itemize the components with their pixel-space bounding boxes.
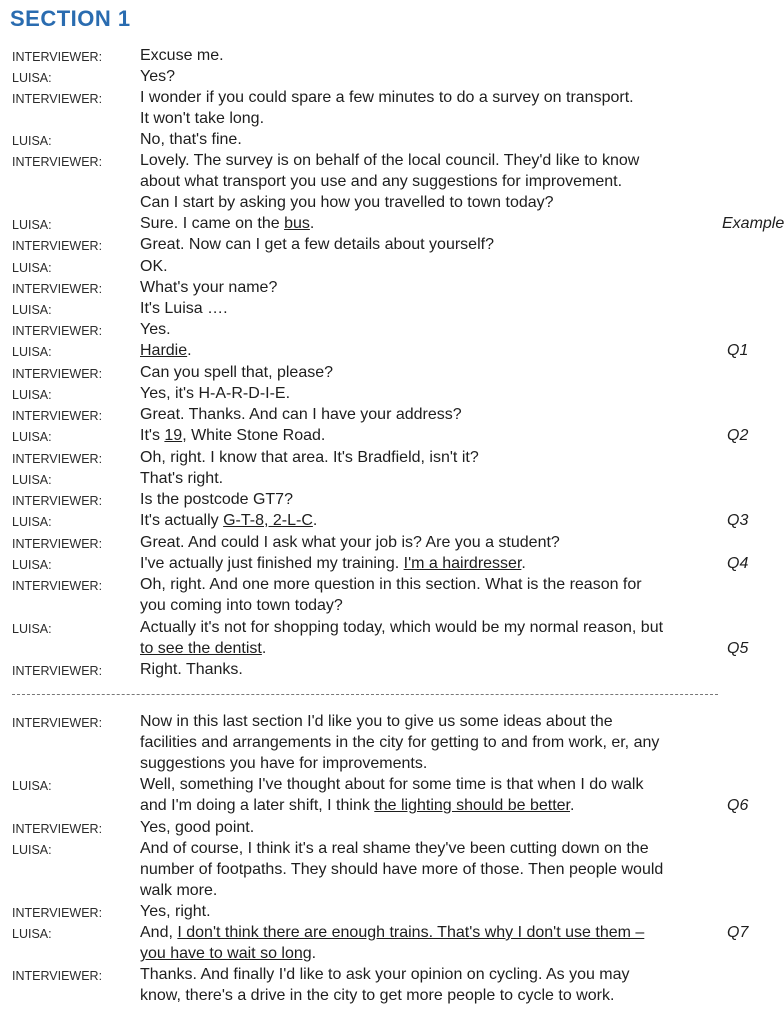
speaker-label: LUISA: — [12, 430, 52, 444]
text-segment: Actually it's not for shopping today, which would be my normal reason, but — [140, 619, 664, 636]
text-segment: It's — [140, 427, 165, 444]
dialogue-text — [140, 755, 427, 773]
section-divider — [12, 694, 718, 695]
text-segment: and I'm doing a later shift, I think — [140, 797, 375, 814]
speaker-label: INTERVIEWER: — [12, 969, 103, 983]
text-segment: And, — [140, 924, 178, 941]
text-segment: No, that's fine. — [140, 131, 242, 148]
transcript-line — [0, 215, 784, 236]
transcript-line — [0, 619, 772, 640]
dialogue-text — [140, 840, 649, 858]
transcript-line — [0, 555, 772, 576]
dialogue-text — [140, 236, 494, 254]
dialogue-text — [140, 512, 317, 530]
transcript-line — [0, 427, 772, 448]
answer-underlined: I don't think there are enough trains. That's why I don't use them – — [177, 924, 645, 941]
text-segment: And of course, I think it's a real shame they've been cutting down on the — [140, 840, 649, 857]
section-title: SECTION 1 — [10, 6, 131, 31]
text-segment: . — [311, 945, 317, 962]
speaker-label: INTERVIEWER: — [12, 50, 103, 64]
question-marker: Q6 — [727, 797, 749, 814]
answer-underlined: G-T-8, 2-L-C — [223, 512, 313, 529]
transcript-line — [0, 364, 772, 385]
dialogue-text — [140, 987, 614, 1005]
dialogue-text — [140, 619, 663, 637]
text-segment: What's your name? — [140, 279, 278, 296]
dialogue-text — [140, 576, 642, 594]
transcript-line — [0, 713, 772, 734]
speaker-label: INTERVIEWER: — [12, 409, 103, 423]
speaker-label: LUISA: — [12, 927, 52, 941]
dialogue-text — [140, 89, 634, 107]
speaker-label: INTERVIEWER: — [12, 282, 103, 296]
question-marker: Q3 — [727, 512, 749, 529]
transcript-line — [0, 258, 772, 279]
text-segment: . — [261, 640, 267, 657]
text-segment: Right. Thanks. — [140, 661, 243, 678]
text-segment: Now in this last section I'd like you to give us some ideas about the — [140, 713, 613, 730]
speaker-label: LUISA: — [12, 515, 52, 529]
dialogue-text — [140, 342, 192, 360]
transcript-line — [0, 987, 772, 1008]
speaker-label: LUISA: — [12, 134, 52, 148]
speaker-label: LUISA: — [12, 345, 52, 359]
dialogue-text — [140, 945, 316, 963]
dialogue-text — [140, 534, 560, 552]
dialogue-text — [140, 110, 264, 128]
transcript-line — [0, 152, 772, 173]
transcript-line — [0, 966, 772, 987]
speaker-label: INTERVIEWER: — [12, 92, 103, 106]
dialogue-text — [140, 68, 175, 86]
text-segment: Yes? — [140, 68, 175, 85]
dialogue-text — [140, 661, 243, 679]
text-segment: Yes, right. — [140, 903, 211, 920]
transcript-line — [0, 491, 772, 512]
text-segment: Is the postcode GT7? — [140, 491, 293, 508]
text-segment: I wonder if you could spare a few minutes to do a survey on transport. — [140, 89, 634, 106]
dialogue-text — [140, 279, 277, 297]
transcript-line — [0, 279, 772, 300]
dialogue-text — [140, 364, 333, 382]
transcript-line — [0, 597, 772, 618]
transcript-line — [0, 300, 772, 321]
dialogue-text — [140, 903, 211, 921]
text-segment: Great. Thanks. And can I have your address? — [140, 406, 462, 423]
dialogue-text — [140, 776, 643, 794]
speaker-label: LUISA: — [12, 558, 52, 572]
transcript-line — [0, 797, 772, 818]
answer-underlined: bus — [284, 215, 310, 232]
dialogue-text — [140, 882, 217, 900]
transcript-line — [0, 819, 772, 840]
speaker-label: INTERVIEWER: — [12, 239, 103, 253]
text-segment: It's Luisa …. — [140, 300, 228, 317]
text-segment: Oh, right. And one more question in this section. What is the reason for — [140, 576, 642, 593]
speaker-label: INTERVIEWER: — [12, 155, 103, 169]
dialogue-text — [140, 406, 462, 424]
question-marker: Q4 — [727, 555, 749, 572]
transcript-line — [0, 47, 772, 68]
text-segment: number of footpaths. They should have more of those. Then people would — [140, 861, 664, 878]
transcript-line — [0, 110, 772, 131]
text-segment: Sure. I came on the — [140, 215, 285, 232]
speaker-label: LUISA: — [12, 303, 52, 317]
answer-underlined: to see the dentist — [140, 640, 262, 657]
speaker-label: LUISA: — [12, 622, 52, 636]
speaker-label: LUISA: — [12, 843, 52, 857]
text-segment: I've actually just finished my training. — [140, 555, 404, 572]
transcript-line — [0, 236, 772, 257]
transcript-line — [0, 903, 772, 924]
transcript-line — [0, 640, 772, 661]
dialogue-text — [140, 385, 290, 403]
text-segment: Thanks. And finally I'd like to ask your opinion on cycling. As you may — [140, 966, 630, 983]
answer-underlined: 19 — [164, 427, 183, 444]
answer-underlined: the lighting should be better — [374, 797, 570, 814]
transcript-line — [0, 470, 772, 491]
dialogue-text — [140, 491, 293, 509]
transcript-line — [0, 68, 772, 89]
text-segment: Lovely. The survey is on behalf of the local council. They'd like to know — [140, 152, 640, 169]
transcript-line — [0, 534, 772, 555]
text-segment: Yes. — [140, 321, 171, 338]
text-segment: Well, something I've thought about for some time is that when I do walk — [140, 776, 644, 793]
text-segment: Oh, right. I know that area. It's Bradfield, isn't it? — [140, 449, 479, 466]
speaker-label: INTERVIEWER: — [12, 452, 103, 466]
transcript-line — [0, 734, 772, 755]
transcript-line — [0, 661, 772, 682]
speaker-label: LUISA: — [12, 779, 52, 793]
speaker-label: INTERVIEWER: — [12, 664, 103, 678]
speaker-label: INTERVIEWER: — [12, 716, 103, 730]
speaker-label: LUISA: — [12, 218, 52, 232]
speaker-label: LUISA: — [12, 473, 52, 487]
dialogue-text — [140, 215, 314, 233]
transcript-line — [0, 321, 772, 342]
dialogue-text — [140, 734, 659, 752]
speaker-label: INTERVIEWER: — [12, 537, 103, 551]
question-marker: Example — [722, 215, 784, 232]
question-marker: Q1 — [727, 342, 749, 359]
dialogue-text — [140, 131, 242, 149]
dialogue-text — [140, 194, 554, 212]
dialogue-text — [140, 321, 171, 339]
speaker-label: INTERVIEWER: — [12, 822, 103, 836]
speaker-label: INTERVIEWER: — [12, 494, 103, 508]
dialogue-text — [140, 640, 266, 658]
transcript-line — [0, 576, 772, 597]
text-segment: , White Stone Road. — [182, 427, 326, 444]
dialogue-text — [140, 47, 224, 65]
text-segment: . — [187, 342, 192, 359]
transcript-line — [0, 945, 772, 966]
text-segment: Great. Now can I get a few details about yourself? — [140, 236, 494, 253]
dialogue-text — [140, 427, 325, 445]
text-segment: walk more. — [140, 882, 218, 899]
text-segment: It's actually — [140, 512, 224, 529]
text-segment: OK. — [140, 258, 168, 275]
speaker-label: LUISA: — [12, 71, 52, 85]
answer-underlined: I'm a hairdresser — [403, 555, 522, 572]
text-segment: facilities and arrangements in the city for getting to and from work, er, any — [140, 734, 660, 751]
text-segment: about what transport you use and any suggestions for improvement. — [140, 173, 623, 190]
transcript-line — [0, 173, 772, 194]
text-segment: Yes, good point. — [140, 819, 255, 836]
speaker-label: INTERVIEWER: — [12, 906, 103, 920]
transcript-line — [0, 194, 772, 215]
dialogue-text — [140, 470, 223, 488]
text-segment: Excuse me. — [140, 47, 224, 64]
dialogue-text — [140, 713, 613, 731]
transcript-line — [0, 385, 772, 406]
text-segment: . — [521, 555, 526, 572]
text-segment: you coming into town today? — [140, 597, 343, 614]
dialogue-text — [140, 173, 622, 191]
transcript-line — [0, 882, 772, 903]
dialogue-text — [140, 258, 168, 276]
speaker-label: INTERVIEWER: — [12, 579, 103, 593]
transcript-line — [0, 512, 772, 533]
text-segment: . — [312, 512, 318, 529]
transcript-line — [0, 131, 772, 152]
transcript-line — [0, 861, 772, 882]
question-marker: Q7 — [727, 924, 749, 941]
transcript-line — [0, 776, 772, 797]
question-marker: Q5 — [727, 640, 749, 657]
answer-underlined: you have to wait so long — [140, 945, 312, 962]
dialogue-text — [140, 449, 479, 467]
dialogue-text — [140, 819, 254, 837]
speaker-label: LUISA: — [12, 388, 52, 402]
dialogue-text — [140, 597, 343, 615]
question-marker: Q2 — [727, 427, 749, 444]
answer-underlined: Hardie — [140, 342, 188, 359]
speaker-label: LUISA: — [12, 261, 52, 275]
dialogue-text — [140, 152, 639, 170]
transcript-line — [0, 342, 772, 363]
text-segment: suggestions you have for improvements. — [140, 755, 428, 772]
transcript-line — [0, 406, 772, 427]
text-segment: That's right. — [140, 470, 224, 487]
transcript-line — [0, 89, 772, 110]
transcript-line — [0, 840, 772, 861]
dialogue-text — [140, 861, 663, 879]
text-segment: . — [309, 215, 315, 232]
transcript-line — [0, 449, 772, 470]
text-segment: It won't take long. — [140, 110, 265, 127]
dialogue-text — [140, 924, 644, 942]
dialogue-text — [140, 300, 228, 318]
transcript-line — [0, 924, 772, 945]
text-segment: Great. And could I ask what your job is? Are you a student? — [140, 534, 560, 551]
speaker-label: INTERVIEWER: — [12, 324, 103, 338]
text-segment: Can you spell that, please? — [140, 364, 334, 381]
text-segment: . — [570, 797, 575, 814]
dialogue-text — [140, 797, 574, 815]
dialogue-text — [140, 555, 526, 573]
speaker-label: INTERVIEWER: — [12, 367, 103, 381]
text-segment: know, there's a drive in the city to get more people to cycle to work. — [140, 987, 615, 1004]
dialogue-text — [140, 966, 630, 984]
text-segment: Yes, it's H-A-R-D-I-E. — [140, 385, 291, 402]
transcript-line — [0, 755, 772, 776]
text-segment: Can I start by asking you how you travelled to town today? — [140, 194, 554, 211]
